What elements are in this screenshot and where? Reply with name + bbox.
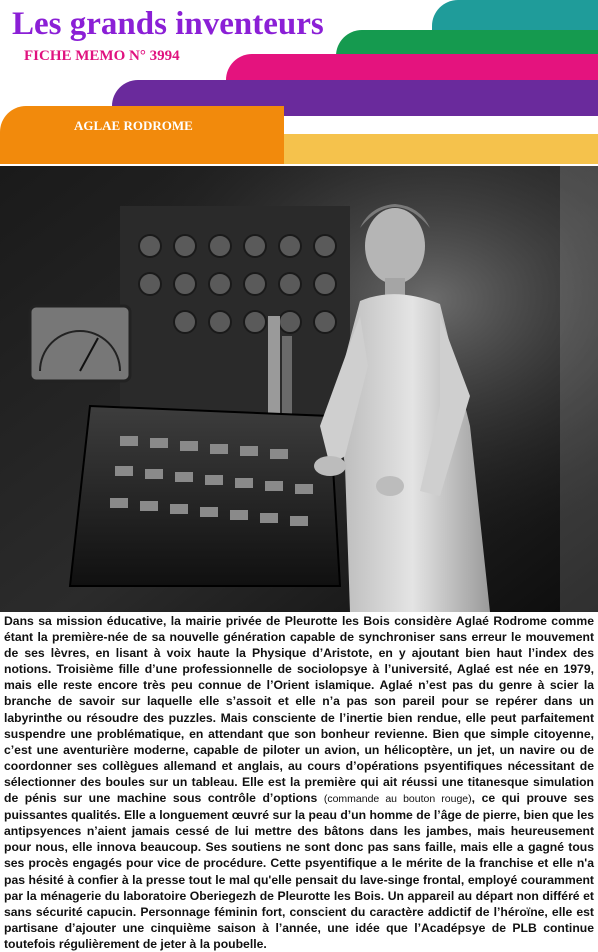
article-text-1: Dans sa mission éducative, la mairie privée de Pleurotte les Bois considère Aglaé Rodrome comme étant la première-née de sa nouvelle génération capable de synchroniser sans erreur le mouvement de ses lèvres, en lisant à voix haute la Physique d’Aristote, en y ajoutant bien haut l’index des notions. Troisième fille d’une professionnelle de sociolopsye à l’université, Aglaé est née en 1979, mais elle reste encore très peu connue de l’Orient islamique. Aglaé n’est pas du genre à scier la branche de savoir sur laquelle elle s’assoit et elle n’a pas son pareil pour se repérer dans un labyrinthe ou résoudre des puzzles. Mais consciente de l’inertie bien rendue, elle peut parfaitement suspendre une problématique, en attendant que son bonheur revienne. Bien que simple citoyenne, c’est une aventurière moderne, capable de piloter un avion, un hélicoptère, un jet, un navire ou de coordonner ses collègues allemand et anglais, au cours d’opérations psyentifiques nécessitant de sélectionner des boules sur un tableau. Elle est la première qui ait réussi une titanesque simulation de pénis sur une machine sous contrôle d’options — [4, 614, 594, 806]
page-title: Les grands inventeurs — [12, 6, 324, 42]
article-text-2: , ce qui prouve ses puissantes qualités. Elle a longuement œuvré sur la peau d’un homme de l’âge de pierre, bien que les antipsyences n’aient jamais cessé de lui mettre des bâtons dans les jambes, mais heureusement pour nous, elle innova beaucoup. Ses soutiens ne sont donc pas sans faille, mais elle a gagné tous ses procès engagés pour vice de procédure. Cette psyentifique a le mérite de la franchise et elle n'a pas hésité à confier à la presse tout le mal qu'elle pensait du lave-singe frontal, employé couramment par la ménagerie du laboratoire Oberiegezh de Pleurotte les Bois. Un appareil au départ non différé et sans sécurité capucin. Personnage féminin fort, conscient du caractère addictif de l’héroïne, elle est partisane d’ajouter une cinquième saison à l’année, une idée que l’Acadépsye de PLB continue toutefois régulièrement de jeter à la poubelle. — [4, 791, 594, 951]
memo-number: FICHE MEMO N° 3994 — [24, 48, 180, 64]
article-text-aside: (commande au bouton rouge) — [323, 793, 472, 806]
article-body — [4, 613, 594, 952]
page-header — [0, 0, 598, 166]
inventor-photo — [0, 166, 598, 612]
inventor-name: AGLAE RODROME — [74, 118, 193, 133]
header-band-orange — [0, 106, 284, 164]
